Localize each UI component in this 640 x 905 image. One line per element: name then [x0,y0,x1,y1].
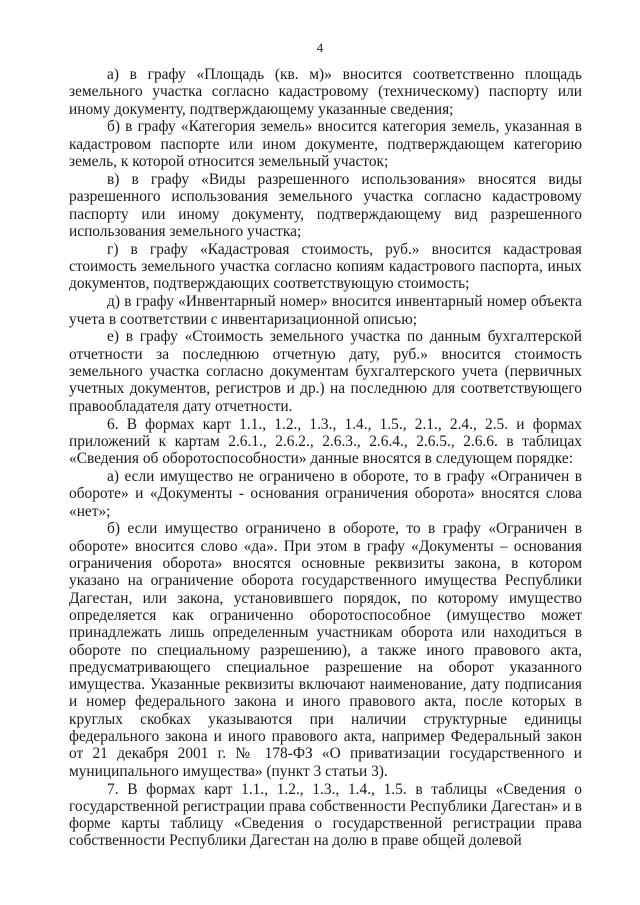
paragraph-section-6: 6. В формах карт 1.1., 1.2., 1.3., 1.4., 1.5., 2.1., 2.4., 2.5. и формах приложений к картам 2.6.1., 2.6.2., 2.6.3., 2.6.4., 2.6.5., 2.6.6. в таблицах «Сведения об оборотоспособности» данные вносятся в следующем порядке: [69,415,582,468]
page-number: 4 [316,40,324,55]
paragraph-d-cadastral-value: г) в графу «Кадастровая стоимость, руб.» вносится кадастровая стоимость земельного участка согласно копиям кадастрового паспорта, иных документов, подтверждающих соответствующую стоимость; [69,240,582,293]
paragraph-a-area: а) в графу «Площадь (кв. м)» вносится соответственно площадь земельного участка согласно кадастровому (техническому) паспорту или иному документу, подтверждающему указанные сведения; [69,66,582,118]
paragraph-b-land-category: б) в графу «Категория земель» вносится категория земель, указанная в кадастровом паспорте или ином документе, подтверждающем категорию земель, к которой относится земельный участок; [69,118,582,171]
paragraph-e-inventory-number: д) в графу «Инвентарный номер» вносится инвентарный номер объекта учета в соответствии с инвентаризационной описью; [69,293,582,328]
paragraph-6a-not-restricted: а) если имущество не ограничено в обороте, то в графу «Ограничен в обороте» и «Документы - основания ограничения оборота» вносятся слова «нет»; [69,467,582,520]
paragraph-f-book-value: е) в графу «Стоимость земельного участка по данным бухгалтерской отчетности за последнюю отчетную дату, руб.» вносится стоимость земельного участка согласно документам бухгалтерского учета (первичных учетных документов, регистров и др.) на последнюю для соответствующего правообладателя дату отчетности. [69,328,582,415]
paragraph-section-7: 7. В формах карт 1.1., 1.2., 1.3., 1.4., 1.5. в таблицы «Сведения о государственной регистрации права собственности Республики Дагестан» и в форме карты таблицу «Сведения о государственной регистрации права собственности Республики Дагестан на долю в праве общей долевой [69,780,582,850]
paragraph-c-permitted-use: в) в графу «Виды разрешенного использования» вносятся виды разрешенного использования земельного участка согласно кадастровому паспорту или иному документу, подтверждающему вид разрешенного использования земельного участка; [69,170,582,240]
paragraph-6b-restricted: б) если имущество ограничено в обороте, то в графу «Ограничен в обороте» вносится слово «да». При этом в графу «Документы – основания ограничения оборота» вносятся основные реквизиты закона, в котором указано на ограничение оборота государственного имущества Республики Дагестан, или закона, установившего порядок, по которому имущество определяется как ограниченно оборотоспособное (имущество может принадлежать лишь определенным участникам оборота или находиться в обороте по специальному разрешению), а также иного правового акта, предусматривающего специальное разрешение на оборот указанного имущества. Указанные реквизиты включают наименование, дату подписания и номер федерального закона и иного правового акта, после которых в круглых скобках указываются при наличии структурные единицы федерального закона и иного правового акта, например Федеральный закон от 21 декабря 2001 г. № 178-ФЗ «О приватизации государственного и муниципального имущества» (пункт 3 статьи 3). [69,520,582,780]
document-body [69,66,582,850]
